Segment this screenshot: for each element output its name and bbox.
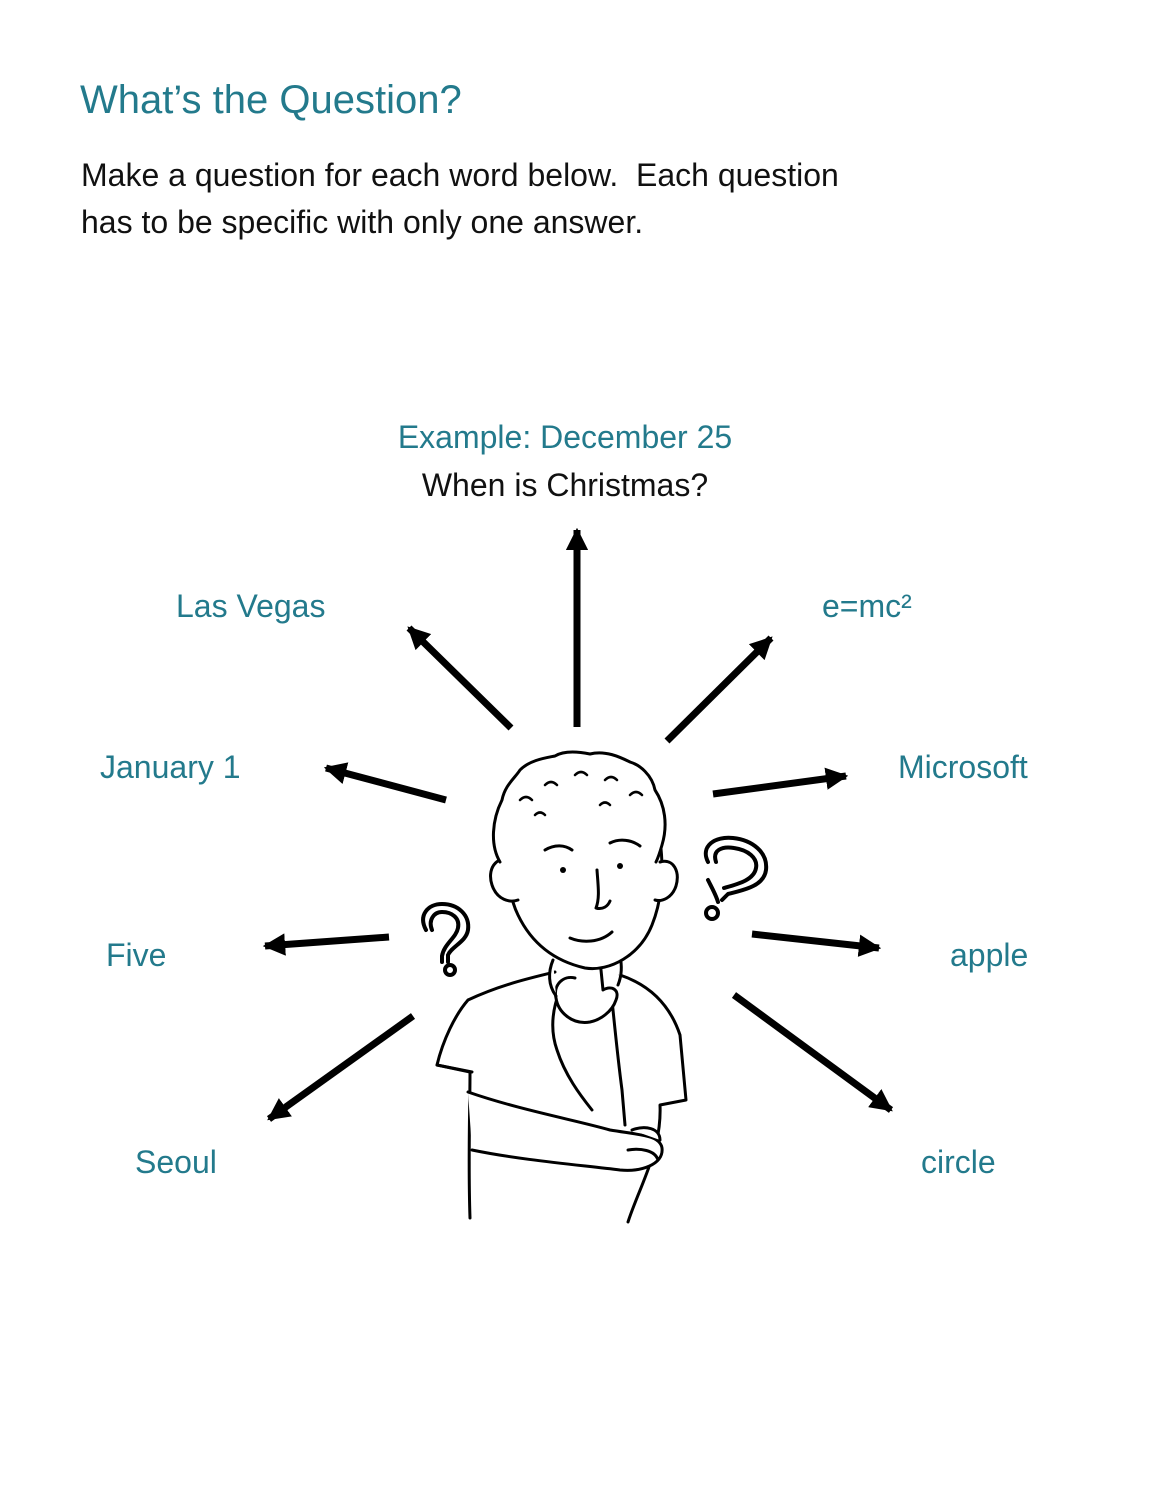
instructions-line-2: has to be specific with only one answer. [81, 204, 644, 240]
arrow-lower-right-icon [734, 995, 891, 1110]
question-mark-left-icon [423, 904, 468, 975]
arrow-left-upper-icon [326, 768, 446, 800]
word-january-1: January 1 [100, 749, 241, 785]
word-apple: apple [950, 937, 1029, 973]
word-circle: circle [921, 1144, 996, 1180]
thinking-boy-illustration [437, 752, 686, 1222]
question-mark-right-icon [706, 838, 766, 919]
page-title: What’s the Question? [80, 78, 462, 122]
word-emc2: e=mc² [822, 588, 912, 624]
arrow-upper-left-icon [409, 628, 511, 728]
word-seoul: Seoul [135, 1144, 217, 1180]
arrow-right-upper-icon [713, 776, 846, 794]
word-five: Five [106, 937, 167, 973]
arrow-left-icon [265, 937, 389, 946]
example-answer: Example: December 25 [397, 419, 733, 455]
instructions-line-1: Make a question for each word below. Each question [81, 157, 839, 193]
example-question: When is Christmas? [421, 467, 709, 503]
arrow-right-icon [752, 934, 879, 948]
word-microsoft: Microsoft [898, 749, 1028, 785]
word-las-vegas: Las Vegas [176, 588, 326, 624]
arrow-lower-left-icon [269, 1016, 413, 1119]
arrow-upper-right-icon [667, 638, 771, 741]
